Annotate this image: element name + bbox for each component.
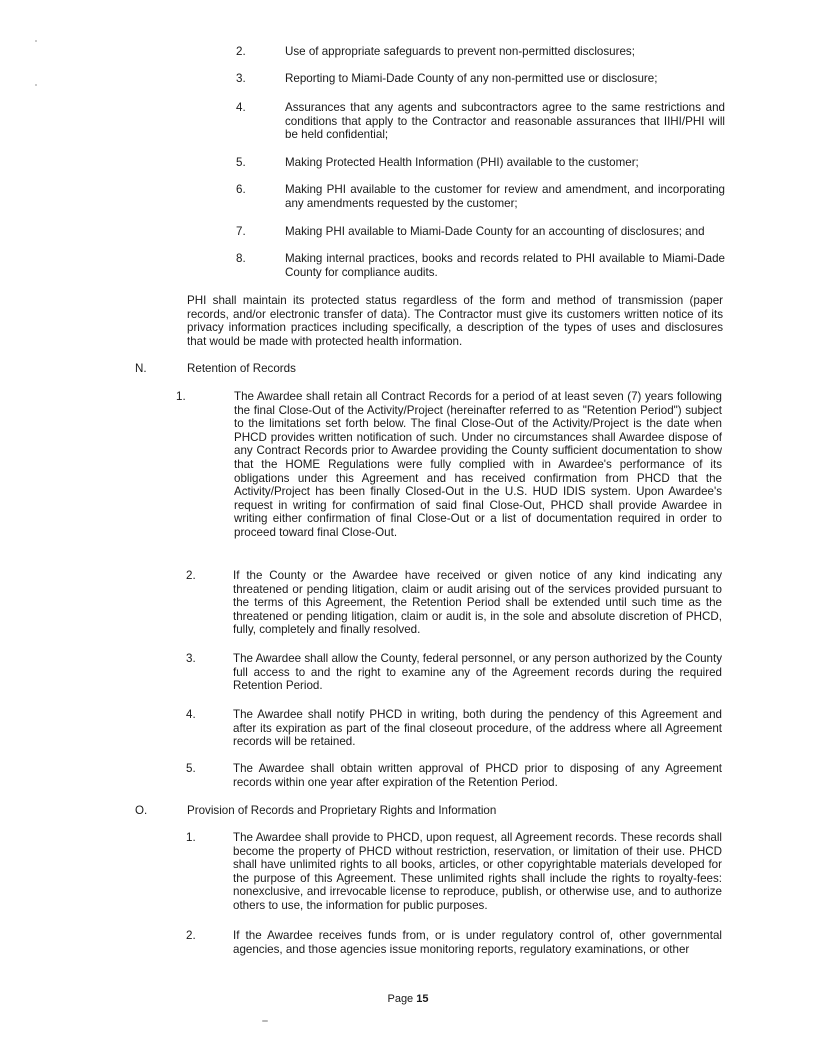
list-item-number: 5.: [236, 156, 246, 169]
list-item-text: The Awardee shall retain all Contract Records for a period of at least seven (7) years following the final Close-Out of the Activity/Project (hereinafter referred to as "Retention Period") subject to the limitations set forth below. The final Close-Out of the Activity/Project is the date when PHCD provides written notification of such. Under no circumstances shall Awardee dispose of any Contract Records prior to Awardee providing the County sufficient documentation to show that the HOME Regulations were fully complied with in Awardee's performance of its obligations under this Agreement and has received confirmation from PHCD that the Activity/Project has been finally Closed-Out in the U.S. HUD IDIS system. Upon Awardee's request in writing for confirmation of said final Close-Out, PHCD shall provide Awardee in writing either confirmation of final Close-Out or a list of documentation required in order to proceed toward final Close-Out.: [234, 390, 722, 539]
page-label: Page: [387, 993, 414, 1005]
list-item-text: If the Awardee receives funds from, or is under regulatory control of, other governmental agencies, and those agencies issue monitoring reports, regulatory examinations, or other: [233, 929, 722, 956]
scan-speck: [35, 40, 37, 42]
list-item-number: 5.: [186, 762, 196, 775]
list-item-number: 2.: [236, 45, 246, 58]
list-item-text: Making PHI available to the customer for review and amendment, and incorporating any amendments requested by the customer;: [285, 183, 725, 210]
phi-paragraph: PHI shall maintain its protected status regardless of the form and method of transmission (paper records, and/or electronic transfer of data). The Contractor must give its customers written notice of its privacy information practices including specifically, a description of the types of uses and disclosures that would be made with protected health information.: [187, 294, 723, 348]
list-item-text: Reporting to Miami-Dade County of any non-permitted use or disclosure;: [285, 72, 658, 85]
page-number: 15: [416, 993, 429, 1005]
list-item-number: 3.: [186, 652, 196, 665]
list-item-text: Making internal practices, books and records related to PHI available to Miami-Dade County for compliance audits.: [285, 252, 725, 279]
scan-speck: [262, 1020, 268, 1022]
list-item-text: Assurances that any agents and subcontractors agree to the same restrictions and conditions that apply to the Contractor and reasonable assurances that IIHI/PHI will be held confidential;: [285, 101, 725, 142]
list-item-number: 1.: [186, 831, 196, 844]
list-item-number: 6.: [236, 183, 246, 196]
list-item-text: The Awardee shall allow the County, federal personnel, or any person authorized by the County full access to and the right to examine any of the Agreement records during the required Retention Period.: [233, 652, 722, 693]
list-item-number: 4.: [236, 101, 246, 114]
list-item-number: 7.: [236, 225, 246, 238]
list-item-number: 8.: [236, 252, 246, 265]
list-item-text: Making PHI available to Miami-Dade County for an accounting of disclosures; and: [285, 225, 705, 238]
list-item-number: 2.: [186, 569, 196, 582]
section-title: Provision of Records and Proprietary Rights and Information: [187, 804, 497, 817]
section-letter: O.: [135, 804, 148, 817]
list-item-number: 1.: [176, 390, 186, 403]
list-item-text: The Awardee shall obtain written approval of PHCD prior to disposing of any Agreement records within one year after expiration of the Retention Period.: [233, 762, 722, 789]
section-letter: N.: [135, 362, 147, 375]
list-item-text: The Awardee shall provide to PHCD, upon request, all Agreement records. These records shall become the property of PHCD without restriction, reservation, or limitation of their use. PHCD shall have unlimited rights to all books, articles, or other copyrightable materials developed for the purpose of this Agreement. These unlimited rights shall include the rights to royalty-fees: nonexclusive, and irrevocable license to reproduce, publish, or otherwise use, and to authorize others to use, the information for public purposes.: [233, 831, 722, 912]
list-item-text: The Awardee shall notify PHCD in writing, both during the pendency of this Agreement and after its expiration as part of the final closeout procedure, of the address where all Agreement records will be retained.: [233, 708, 722, 749]
list-item-number: 4.: [186, 708, 196, 721]
list-item-number: 3.: [236, 72, 246, 85]
list-item-number: 2.: [186, 929, 196, 942]
list-item-text: If the County or the Awardee have received or given notice of any kind indicating any threatened or pending litigation, claim or audit arising out of the services provided pursuant to the terms of this Agreement, the Retention Period shall be extended until such time as the threatened or pending litigation, claim or audit is, in the sole and absolute discretion of PHCD, fully, completely and finally resolved.: [233, 569, 722, 637]
list-item-text: Use of appropriate safeguards to prevent non-permitted disclosures;: [285, 45, 635, 58]
list-item-text: Making Protected Health Information (PHI) available to the customer;: [285, 156, 639, 169]
scan-speck: [35, 84, 37, 86]
section-title: Retention of Records: [187, 362, 296, 375]
page-footer: [0, 993, 816, 1007]
